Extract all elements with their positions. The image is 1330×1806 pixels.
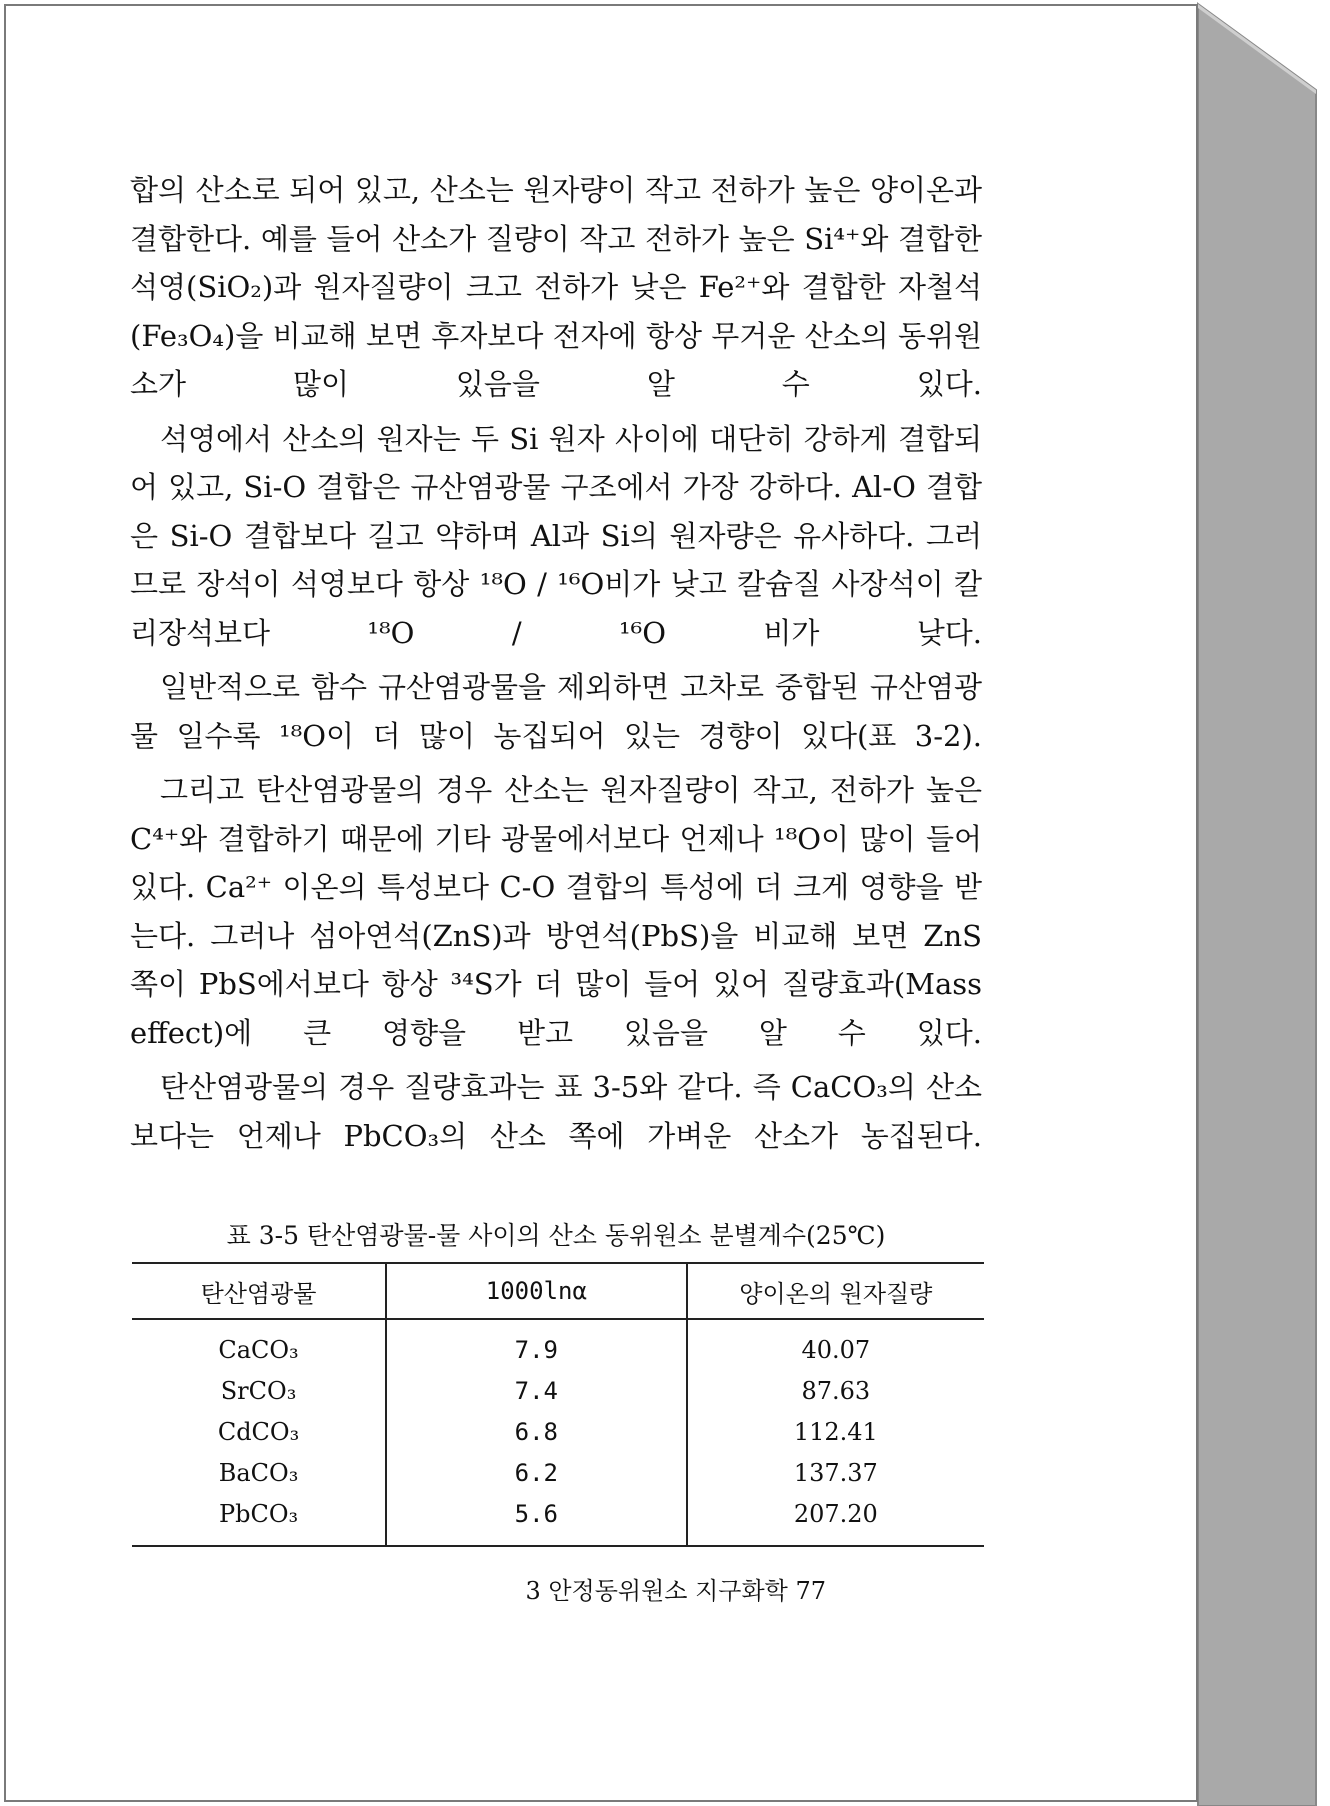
cell-fractionation: 7.4 [386, 1370, 687, 1411]
cell-mineral: CdCO₃ [132, 1411, 386, 1452]
cell-fractionation: 5.6 [386, 1493, 687, 1546]
cell-fractionation: 6.8 [386, 1411, 687, 1452]
table-row [132, 1493, 984, 1546]
header-fractionation: 1000lnα [386, 1263, 687, 1319]
header-mineral: 탄산염광물 [132, 1263, 386, 1319]
table-caption: 표 3-5 탄산염광물-물 사이의 산소 동위원소 분별계수(25℃) [226, 1221, 886, 1250]
cell-atomic-mass: 112.41 [793, 1417, 878, 1446]
book-page [4, 4, 1198, 1802]
cell-fractionation: 7.9 [386, 1319, 687, 1370]
body-text [130, 166, 982, 1166]
cell-atomic-mass: 207.20 [687, 1493, 984, 1546]
cell-mineral: PbCO₃ [132, 1493, 386, 1546]
paragraph-1: 합의 산소로 되어 있고, 산소는 원자량이 작고 전하가 높은 양이온과 결합한다. 예를 들어 산소가 질량이 작고 전하가 높은 Si⁴⁺와 결합한 석영(SiO₂)과 원자질량이 크고 전하가 낮은 Fe²⁺와 결합한 자철석 (Fe₃O₄)을 비교해 보면 후자보다 전자에 항상 무거운 산소의 동위원 소가 많이 있음을 알 수 있다. [130, 173, 982, 401]
cell-mineral: CaCO₃ [132, 1319, 386, 1370]
paragraph-4: 그리고 탄산염광물의 경우 산소는 원자질량이 작고, 전하가 높은 C⁴⁺와 결합하기 때문에 기타 광물에서보다 언제나 ¹⁸O이 많이 들어 있다. Ca²⁺ 이온의 특성보다 C-O 결합의 특성에 더 크게 영향을 받는다. 그러나 섬아연석(ZnS)과 방연석(PbS)을 비교해 보면 ZnS 쪽이 PbS에서보다 항상 ³⁴S가 더 많이 들어 있어 질량효과(Mass effect)에 큰 영향을 받고 있음을 알 수 있다. [130, 773, 982, 1050]
table-row [132, 1370, 984, 1411]
cell-fractionation: 6.2 [386, 1452, 687, 1493]
cell-atomic-mass: 137.37 [793, 1458, 878, 1487]
paragraph-3: 일반적으로 함수 규산염광물을 제외하면 고차로 중합된 규산염광물 일수록 ¹⁸O이 더 많이 농집되어 있는 경향이 있다(표 3-2). [130, 670, 982, 753]
table-row [132, 1411, 984, 1452]
cell-mineral: BaCO₃ [132, 1452, 386, 1493]
cell-atomic-mass: 87.63 [801, 1376, 871, 1405]
table-header-row [132, 1263, 984, 1319]
paragraph-5: 탄산염광물의 경우 질량효과는 표 3-5와 같다. 즉 CaCO₃의 산소보다는 언제나 PbCO₃의 산소 쪽에 가벼운 산소가 농집된다. [130, 1070, 982, 1153]
table-row [132, 1452, 984, 1493]
cell-mineral: SrCO₃ [132, 1370, 386, 1411]
header-atomic-mass: 양이온의 원자질량 [687, 1263, 984, 1319]
isotope-table [132, 1262, 984, 1547]
cell-atomic-mass: 40.07 [801, 1335, 871, 1364]
page-footer: 3 안정동위원소 지구화학 77 [525, 1577, 826, 1605]
table-row [132, 1319, 984, 1370]
paragraph-2: 석영에서 산소의 원자는 두 Si 원자 사이에 대단히 강하게 결합되어 있고, Si-O 결합은 규산염광물 구조에서 가장 강하다. Al-O 결합은 Si-O 결합보다 길고 약하며 Al과 Si의 원자량은 유사하다. 그러므로 장석이 석영보다 항상 ¹⁸O / ¹⁶O비가 낮고 칼슘질 사장석이 칼리장석보다 ¹⁸O / ¹⁶O 비가 낮다. [130, 421, 982, 650]
